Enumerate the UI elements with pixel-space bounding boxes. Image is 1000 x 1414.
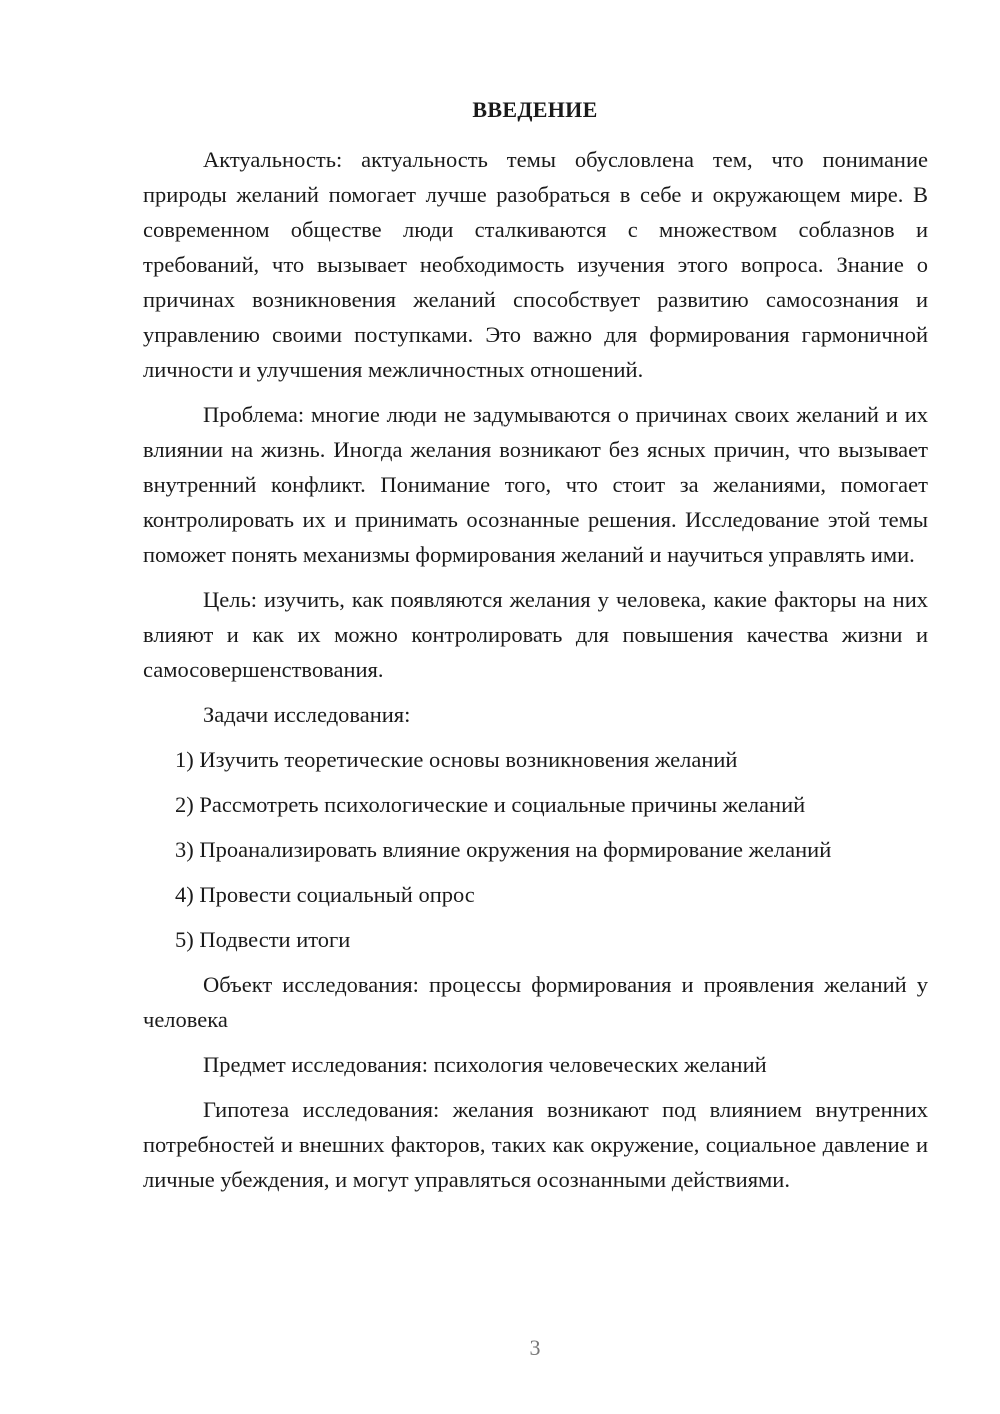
paragraph-subject: Предмет исследования: психология человеческих желаний [203,1052,767,1077]
paragraph-goal: Цель: изучить, как появляются желания у человека, какие факторы на них влияют и как их можно контролировать для повышения качества жизни и самосовершенствования. [143,587,928,682]
list-item: 1) Изучить теоретические основы возникновения желаний [175,747,738,772]
paragraph-problem: Проблема: многие люди не задумываются о причинах своих желаний и их влиянии на жизнь. Иногда желания возникают без ясных причин, что вызывает внутренний конфликт. Понимание того, что стоит за желаниями, помогает контролировать их и принимать осознанные решения. Исследование этой темы поможет понять механизмы формирования желаний и научиться управлять ими. [143,402,928,567]
page-number: 3 [529,1335,541,1360]
paragraph-relevance: Актуальность: актуальность темы обусловлена тем, что понимание природы желаний помогает лучше разобраться в себе и окружающем мире. В современном обществе люди сталкиваются с множеством соблазнов и требований, что вызывает необходимость изучения этого вопроса. Знание о причинах возникновения желаний способствует развитию самосознания и управлению своими поступками. Это важно для формирования гармоничной личности и улучшения межличностных отношений. [143,147,928,382]
paragraph-hypothesis: Гипотеза исследования: желания возникают под влиянием внутренних потребностей и внешних факторов, таких как окружение, социальное давление и личные убеждения, и могут управляться осознанными действиями. [143,1097,928,1192]
tasks-list [143,742,928,957]
section-heading: ВВЕДЕНИЕ [472,97,598,122]
list-item: 5) Подвести итоги [175,927,351,952]
paragraph-object: Объект исследования: процессы формирования и проявления желаний у человека [143,972,928,1032]
list-item: 2) Рассмотреть психологические и социальные причины желаний [175,792,806,817]
list-item: 4) Провести социальный опрос [175,882,475,907]
document-body [143,142,928,1207]
paragraph-tasks-intro: Задачи исследования: [203,702,411,727]
list-item: 3) Проанализировать влияние окружения на формирование желаний [175,837,832,862]
